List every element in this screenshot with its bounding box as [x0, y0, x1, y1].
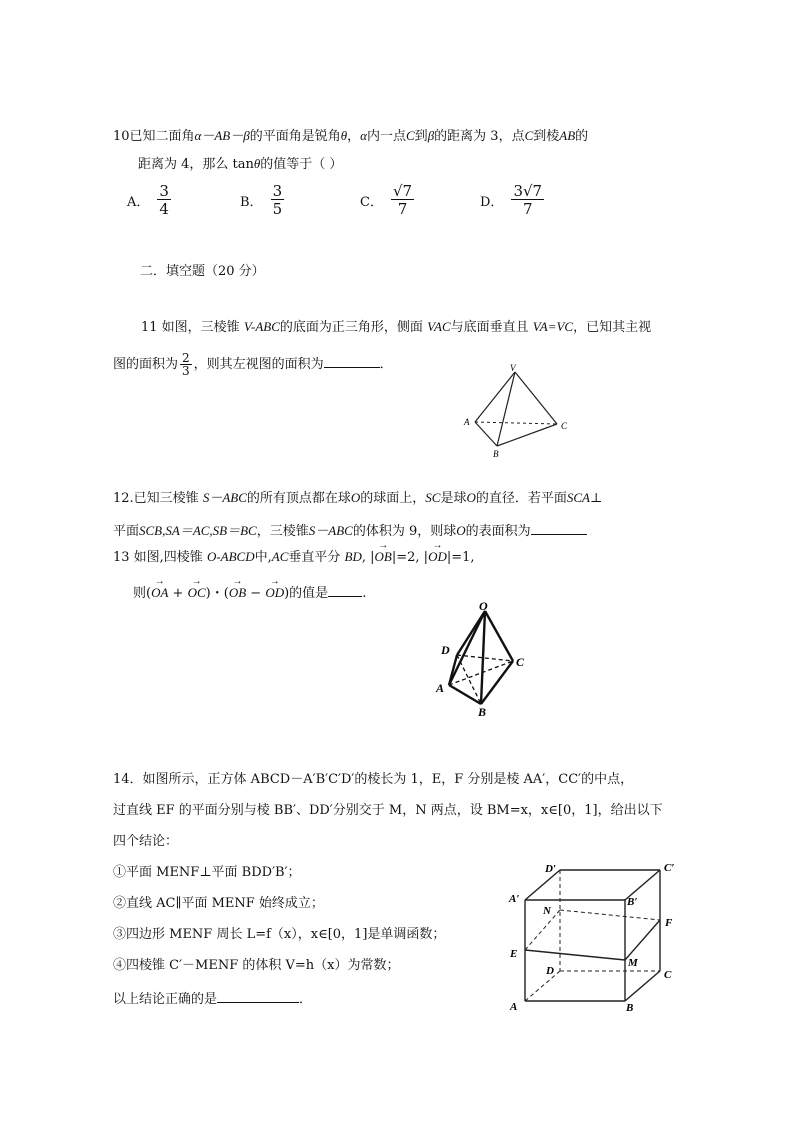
q10-line2: 距离为 4，那么 tanθ的值等于（ ） — [138, 156, 343, 172]
q14-final-line: 以上结论正确的是 ． — [113, 988, 312, 1009]
q13-line1: 13 如图,四棱锥 O-ABCD中,AC垂直平分 BD, |→ OB|=2, |→ OD|=1, — [113, 548, 475, 567]
q14-conclusion-2: ②直线 AC∥平面 MENF 始终成立； — [113, 896, 324, 911]
q12-answer-blank[interactable] — [531, 520, 587, 535]
q10-option-d: D． $\frac{3√7}{7}$ — [480, 182, 543, 218]
q14-label-d1: D′ — [545, 863, 557, 875]
q14-label-e: E — [510, 948, 518, 960]
q13-label-b: B — [478, 705, 487, 719]
expr-alpha-ab-beta: α－AB－β — [194, 128, 250, 143]
q13-label-d: D — [441, 643, 450, 657]
q11-label-v: V — [510, 363, 516, 373]
q10-option-c: C． $\frac{√7}{7}$ — [360, 182, 413, 218]
q14-label-c1: C′ — [664, 862, 675, 874]
vector-oc: → OC — [188, 584, 206, 602]
q11-label-c: C — [561, 421, 568, 431]
vector-od: → OD — [428, 548, 447, 566]
q14-label-m: M — [628, 957, 638, 969]
q10-option-a: A． $\frac{3}{4}$ — [127, 182, 169, 218]
q11-pyramid-figure — [455, 362, 575, 462]
q10-option-b: B． $\frac{3}{5}$ — [240, 182, 283, 218]
q14-label-a: A — [510, 1001, 518, 1013]
q14-line3: 四个结论： — [113, 834, 179, 849]
q11-label-a: A — [464, 417, 470, 427]
vector-ob: → OB — [375, 548, 392, 566]
q13-label-a: A — [436, 681, 445, 695]
q11-line2: 图的面积为 $\frac{2}{3}$ ，则其左视图的面积为 ． — [113, 351, 393, 378]
q13-answer-blank[interactable] — [328, 582, 362, 597]
q14-label-f: F — [665, 917, 673, 929]
q14-answer-blank[interactable] — [217, 988, 299, 1003]
q14-conclusion-1: ①平面 MENF⊥平面 BDD′B′； — [113, 865, 301, 880]
q12-line2: 平面SCB,SA＝AC,SB＝BC，三棱锥S－ABC的体积为 9，则球O的表面积为 — [113, 520, 587, 541]
q14-line1: 14．如图所示，正方体 ABCD－A′B′C′D′的棱长为 1，E，F 分别是棱 AA′，CC′的中点， — [113, 772, 634, 787]
vector-oa: → OA — [151, 584, 168, 602]
q11-label-b: B — [493, 449, 499, 459]
q14-line2: 过直线 EF 的平面分别与棱 BB′、DD′分别交于 M，N 两点，设 BM=x，x∈[0，1]，给出以下 — [113, 803, 663, 818]
q10-line1: 10已知二面角α－AB－β的平面角是锐角θ，α内一点C到β的距离为 3，点C到棱AB的 — [113, 128, 589, 144]
q14-conclusion-4: ④四棱锥 C′－MENF 的体积 V=h（x）为常数； — [113, 958, 400, 973]
q14-label-n: N — [543, 905, 551, 917]
q14-label-b1: B′ — [627, 896, 638, 908]
q14-conclusion-3: ③四边形 MENF 周长 L=f（x），x∈[0，1]是单调函数； — [113, 927, 446, 942]
q13-label-o: O — [479, 599, 488, 613]
q12-line1: 12.已知三棱锥 S－ABC的所有顶点都在球O的球面上，SC是球O的直径．若平面SCA⊥ — [113, 490, 603, 506]
q14-label-c: C — [664, 969, 672, 981]
vector-od-2: → OD — [265, 584, 284, 602]
q14-label-a1: A′ — [509, 893, 520, 905]
section-title-fill-in: 二．填空题（20 分） — [140, 264, 265, 279]
q13-line2: 则(→ OA + → OC)・(→ OB − → OD)的值是 . — [133, 582, 366, 603]
vector-ob-2: → OB — [229, 584, 246, 602]
q14-label-b: B — [626, 1002, 634, 1014]
q14-cube-figure — [505, 858, 690, 1018]
q14-label-d: D — [546, 965, 554, 977]
q11-line1: 11 如图，三棱锥 V-ABC的底面为正三角形，侧面 VAC与底面垂直且 VA=VC，已知其主视 — [141, 319, 652, 335]
q13-label-c: C — [516, 655, 525, 669]
q11-answer-blank[interactable] — [324, 353, 380, 368]
q13-pyramid-figure — [430, 598, 540, 720]
